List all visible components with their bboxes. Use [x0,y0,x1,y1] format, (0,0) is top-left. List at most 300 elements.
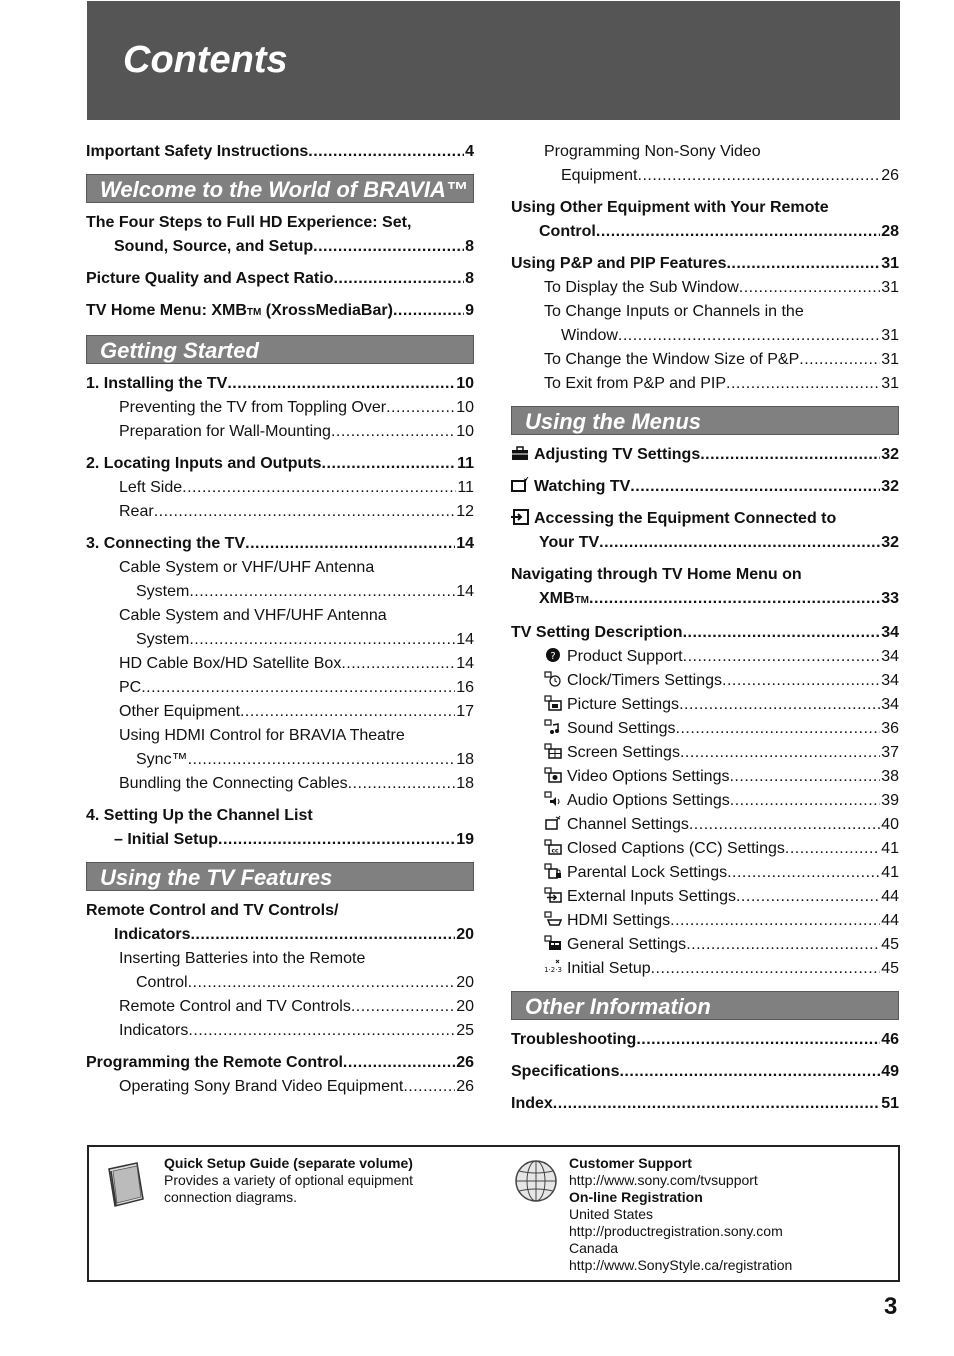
toc-entry-title [511,566,802,583]
canada-label: Canada [569,1240,619,1256]
page-number-ref: 19 [456,831,474,848]
page-number-ref: 10 [456,375,474,392]
toc-entry-text: Screen Settings [567,744,680,761]
dot-leader [686,933,880,957]
page-number-ref: 33 [881,590,899,607]
toc-entry-line [511,885,899,909]
dot-leader [240,700,455,724]
toc-entry-text: Accessing the Equipment Connected to [534,510,837,527]
toc-entry-title [114,923,190,947]
canada-url[interactable]: http://www.SonyStyle.ca/registration [569,1257,793,1273]
toc-entry-title [119,995,351,1019]
toc-entry-text: Index [511,1095,553,1112]
toc-entry-title [544,693,679,717]
page-number-ref: 41 [881,864,899,881]
dot-leader [676,717,881,741]
toc-entry-title [119,1075,403,1099]
toc-entry-text: Navigating through TV Home Menu on [511,566,802,583]
trademark-label: TM [246,307,262,318]
toc-entry-text: Preparation for Wall-Mounting [119,423,331,440]
toc-entry[interactable] [511,693,899,717]
toc-entry-text: To Change the Window Size of P&P [544,351,800,368]
toc-entry[interactable] [86,1051,474,1075]
toc-entry[interactable] [86,1019,474,1043]
toc-entry[interactable] [511,443,899,467]
toc-entry-line [86,995,474,1019]
toc-entry-title [119,652,341,676]
page-number-ref: 26 [881,167,899,184]
toc-entry-line [511,372,899,396]
dot-leader [726,372,880,396]
toc-entry-text: TV Setting Description [511,624,683,641]
toc-entry[interactable] [86,652,474,676]
toc-entry-title [544,861,727,885]
page-number-ref: 44 [881,888,899,905]
toc-entry-line [511,693,899,717]
toc-entry-text: Parental Lock Settings [567,864,728,881]
toc-entry-text: External Inputs Settings [567,888,736,905]
page-number-ref: 20 [456,998,474,1015]
us-label: United States [569,1206,654,1222]
toc-entry-text: Sound Settings [567,720,676,737]
toc-entry-line [86,235,474,259]
dot-leader [182,476,456,500]
toc-entry-text: TV Home Menu: XMB [86,302,247,319]
toc-entry[interactable] [86,500,474,524]
dot-leader [638,164,881,188]
toc-entry-title [119,500,154,524]
page-number-ref: 17 [456,703,474,720]
toc-entry-title [544,645,683,669]
page-number-ref: 31 [881,279,899,296]
toc-entry-text: Picture Settings [567,696,680,713]
toc-entry[interactable] [86,396,474,420]
toc-entry-line [511,164,899,188]
section-header: Using the TV Features [86,862,474,891]
toolbox-icon [511,445,529,461]
page-number-ref: 10 [456,399,474,416]
page-number-ref: 51 [881,1095,899,1112]
toc-entry-line [511,348,899,372]
toc-entry-title [86,532,245,556]
dot-leader [189,628,455,652]
toc-entry-text: 1. Installing the TV [86,375,228,392]
dot-leader [680,741,880,765]
page-number-ref: 44 [881,912,899,929]
toc-entry-line [86,372,474,396]
dot-leader [189,580,455,604]
dot-leader [331,420,455,444]
toc-entry-text: Audio Options Settings [567,792,730,809]
toc-entry-text: Cable System or VHF/UHF Antenna [119,559,375,576]
toc-entry-text: Programming the Remote Control [86,1054,343,1071]
toc-entry[interactable] [86,700,474,724]
toc-entry[interactable] [86,140,474,164]
support-url[interactable]: http://www.sony.com/tvsupport [569,1172,758,1188]
input-icon [511,509,529,525]
toc-entry[interactable] [511,741,899,765]
toc-entry-line [86,500,474,524]
dot-leader [679,693,880,717]
toc-entry-line-wrap [511,196,899,220]
toc-entry-text: XMB [539,590,575,607]
toc-entry-line-wrap [86,211,474,235]
dot-leader [722,669,880,693]
toc-entry-title [544,372,726,396]
dot-leader [739,276,880,300]
dot-leader [333,267,464,291]
toc-entry-title [114,235,313,259]
section-header: Welcome to the World of BRAVIA™ [86,174,474,203]
dot-leader [322,452,457,476]
toc-entry-line [86,971,474,995]
external-inputs-icon [544,887,562,903]
dot-leader [313,235,464,259]
toc-entry[interactable] [86,804,474,852]
toc-entry[interactable] [86,532,474,556]
toc-entry[interactable] [86,772,474,796]
toc-entry[interactable] [86,1075,474,1099]
dot-leader [188,748,456,772]
toc-entry-text: Picture Quality and Aspect Ratio [86,270,334,287]
toc-entry-text: Bundling the Connecting Cables [119,775,348,792]
toc-entry-title [511,475,630,499]
sound-icon [544,719,562,735]
toc-entry-line [511,587,899,613]
toc-entry[interactable] [86,676,474,700]
clock-icon [544,671,562,687]
toc-entry-line [511,1092,899,1116]
toc-entry-text: Using HDMI Control for BRAVIA Theatre [119,727,405,744]
toc-entry-title [544,933,686,957]
toc-entry[interactable] [86,724,474,772]
toc-entry-line [511,1028,899,1052]
toc-entry-text: Important Safety Instructions [86,143,309,160]
toc-entry-text: Control [539,223,596,240]
toc-entry[interactable] [86,476,474,500]
toc-entry[interactable] [511,475,899,499]
toc-entry-text: System [136,583,190,600]
toc-entry[interactable] [86,995,474,1019]
dot-leader [683,621,881,645]
screen-icon [544,743,562,759]
toc-entry-title [86,452,322,476]
section-header: Other Information [511,991,899,1020]
toc-entry-title [86,1051,343,1075]
hdmi-icon [544,911,562,927]
toc-entry-line [511,276,899,300]
toc-entry-line [511,957,899,981]
page-number-ref: 9 [465,302,474,319]
toc-entry[interactable] [511,348,899,372]
dot-leader [729,765,880,789]
toc-entry-title [136,580,189,604]
toc-entry-title [119,772,348,796]
page-number-ref: 34 [881,624,899,641]
support-info [569,1155,792,1274]
page-number-ref: 26 [456,1054,474,1071]
dot-leader [218,828,455,852]
toc-entry-line [511,837,899,861]
section-header: Using the Menus [511,406,899,435]
page-number-ref: 32 [881,478,899,495]
dot-leader [727,861,880,885]
toc-entry-line [86,700,474,724]
toc-entry[interactable] [511,621,899,645]
dot-leader [386,396,455,420]
toc-entry-title [511,1060,619,1084]
toc-entry-text: HD Cable Box/HD Satellite Box [119,655,342,672]
toc-entry[interactable] [86,372,474,396]
toc-entry-title [511,510,836,527]
quick-setup-guide-note [164,1155,413,1206]
dot-leader [245,532,455,556]
tv-icon [511,477,529,493]
page-number-ref: 34 [881,672,899,689]
toc-entry-text: To Change Inputs or Channels in the [544,303,804,320]
toc-entry-text: Product Support [567,648,683,665]
toc-entry-title [119,1019,188,1043]
toc-entry-text: Operating Sony Brand Video Equipment [119,1078,404,1095]
page-number-ref: 14 [456,655,474,672]
page-number-ref: 18 [456,751,474,768]
toc-entry[interactable] [511,1060,899,1084]
page-number-ref: 34 [881,648,899,665]
page-number-ref: 28 [881,223,899,240]
toc-entry-text: Preventing the TV from Toppling Over [119,399,387,416]
toc-entry-line-wrap [86,899,474,923]
toc-entry[interactable] [86,604,474,652]
dot-leader [403,1075,455,1099]
page-number-ref: 11 [457,479,474,496]
toc-entry[interactable] [511,765,899,789]
toc-entry-title [544,909,670,933]
toc-entry-text: Specifications [511,1063,620,1080]
toc-entry-line [86,748,474,772]
toc-entry-line-wrap [511,507,899,531]
toc-entry-title [511,199,829,216]
toc-entry[interactable] [86,299,474,325]
toc-entry[interactable] [511,909,899,933]
toc-entry-line [86,828,474,852]
toc-entry[interactable] [511,196,899,244]
channel-icon [544,815,562,831]
toc-entry-line-wrap [86,947,474,971]
page-number-ref: 14 [456,583,474,600]
toc-entry-line [86,420,474,444]
dot-leader [188,971,456,995]
toc-entry-text: To Display the Sub Window [544,279,739,296]
toc-entry[interactable] [86,556,474,604]
toc-entry[interactable] [511,933,899,957]
toc-entry-line [86,676,474,700]
toc-entry[interactable] [86,452,474,476]
toc-entry-text: Initial Setup [567,960,651,977]
toc-entry-text: Video Options Settings [567,768,730,785]
toc-entry-line [86,1075,474,1099]
toc-entry[interactable] [511,276,899,300]
dot-leader [630,475,880,499]
page-number-ref: 8 [465,270,474,287]
toc-entry-title [119,700,240,724]
page-number-ref: 14 [456,535,474,552]
toc-entry-text: Watching TV [534,478,631,495]
page-number: 3 [884,1293,898,1320]
toc-entry[interactable] [511,837,899,861]
toc-entry-text: Other Equipment [119,703,240,720]
support-title: Customer Support [569,1155,692,1171]
toc-entry-text: Sync™ [136,751,188,768]
toc-entry-line [86,652,474,676]
toc-entry-text: Sound, Source, and Setup [114,238,314,255]
toc-entry-text: Indicators [119,1022,189,1039]
toc-right-column [511,140,899,1116]
page-number-ref: 31 [881,327,899,344]
page-number-ref: 40 [881,816,899,833]
booklet-icon [103,1159,149,1209]
toc-entry-line [511,669,899,693]
toc-entry[interactable] [511,300,899,348]
dot-leader [736,885,880,909]
toc-entry-title [539,587,589,613]
dot-leader [619,1060,880,1084]
toc-entry-text: Window [561,327,618,344]
toc-entry-line [511,645,899,669]
dot-leader [785,837,880,861]
toc-entry-line [511,475,899,499]
page-number-ref: 8 [465,238,474,255]
toc-entry-line [511,443,899,467]
toc-entry-line [511,621,899,645]
dot-leader [700,443,880,467]
toc-entry[interactable] [511,140,899,188]
toc-entry-line-wrap [511,300,899,324]
toc-entry-line [511,789,899,813]
toc-entry-line [86,580,474,604]
svg-text:cc: cc [551,847,559,855]
toc-entry-text: Using P&P and PIP Features [511,255,727,272]
dot-leader [689,813,880,837]
toc-entry-title [544,143,761,160]
toc-entry[interactable] [511,813,899,837]
toc-entry-title [544,348,799,372]
toc-entry[interactable] [86,947,474,995]
toc-entry-title [539,531,599,555]
dot-leader [393,299,464,323]
toc-entry-text: HDMI Settings [567,912,671,929]
toc-entry-line [511,909,899,933]
toc-entry[interactable] [511,789,899,813]
toc-entry-line [511,252,899,276]
toc-entry-title [86,902,338,919]
page-number-ref: 46 [881,1031,899,1048]
page-number-ref: 14 [456,631,474,648]
toc-entry-text: Cable System and VHF/UHF Antenna [119,607,387,624]
toc-entry[interactable] [511,957,899,981]
toc-entry-text: Rear [119,503,154,520]
cc-icon [544,839,562,855]
dot-leader [188,1019,455,1043]
toc-entry[interactable] [511,507,899,555]
toc-entry-text: – Initial Setup [114,831,219,848]
dot-leader [651,957,881,981]
title-banner [87,1,900,120]
toc-entry-title [119,559,374,576]
toc-entry-text: Left Side [119,479,183,496]
toc-entry-title [136,971,188,995]
product-support-icon [544,647,562,663]
audio-options-icon [544,791,562,807]
toc-entry-text: Programming Non-Sony Video [544,143,761,160]
dot-leader [341,652,455,676]
toc-entry-title [119,607,387,624]
toc-entry-text: Control [136,974,188,991]
toc-entry[interactable] [511,717,899,741]
toc-entry[interactable] [511,372,899,396]
dot-leader [154,500,456,524]
page-number-ref: 12 [456,503,474,520]
general-icon [544,935,562,951]
page-number-ref: 31 [881,255,899,272]
guide-line2: connection diagrams. [164,1189,298,1205]
page-number-ref: 49 [881,1063,899,1080]
toc-entry[interactable] [86,211,474,259]
toc-entry-line-wrap [511,563,899,587]
toc-entry[interactable] [86,899,474,947]
toc-entry[interactable] [511,861,899,885]
toc-entry-title [136,748,188,772]
toc-entry-line-wrap [86,804,474,828]
page-title: Contents [123,39,288,81]
toc-entry[interactable] [511,645,899,669]
toc-entry[interactable] [86,420,474,444]
toc-entry-text: Remote Control and TV Controls [119,998,351,1015]
toc-entry[interactable] [511,669,899,693]
toc-entry-title [544,957,651,981]
toc-entry-line [86,772,474,796]
toc-entry-line [511,813,899,837]
page-number-ref: 38 [881,768,899,785]
toc-entry-line [86,628,474,652]
page-number-ref: 31 [881,351,899,368]
dot-leader [141,676,455,700]
toc-entry-title [119,950,365,967]
toc-entry-text: 4. Setting Up the Channel List [86,807,313,824]
toc-entry-text-suffix: (XrossMediaBar) [261,302,393,319]
dot-leader [589,587,880,611]
toc-entry[interactable] [511,563,899,613]
toc-entry[interactable] [511,1028,899,1052]
toc-entry[interactable] [86,267,474,291]
toc-entry[interactable] [511,885,899,909]
toc-entry-text: Adjusting TV Settings [534,446,701,463]
toc-entry-line [86,140,474,164]
toc-entry-text: PC [119,679,142,696]
toc-entry-text: Using Other Equipment with Your Remote [511,199,829,216]
page-number-ref: 32 [881,534,899,551]
registration-title: On-line Registration [569,1189,703,1205]
toc-entry-text: 3. Connecting the TV [86,535,246,552]
dot-leader [348,772,456,796]
toc-entry-title [544,837,785,861]
toc-left-column [86,140,474,1099]
toc-entry[interactable] [511,1092,899,1116]
us-url[interactable]: http://productregistration.sony.com [569,1223,783,1239]
toc-entry-text: Indicators [114,926,191,943]
toc-entry-title [114,828,218,852]
toc-entry[interactable] [511,252,899,276]
toc-entry-line [86,532,474,556]
